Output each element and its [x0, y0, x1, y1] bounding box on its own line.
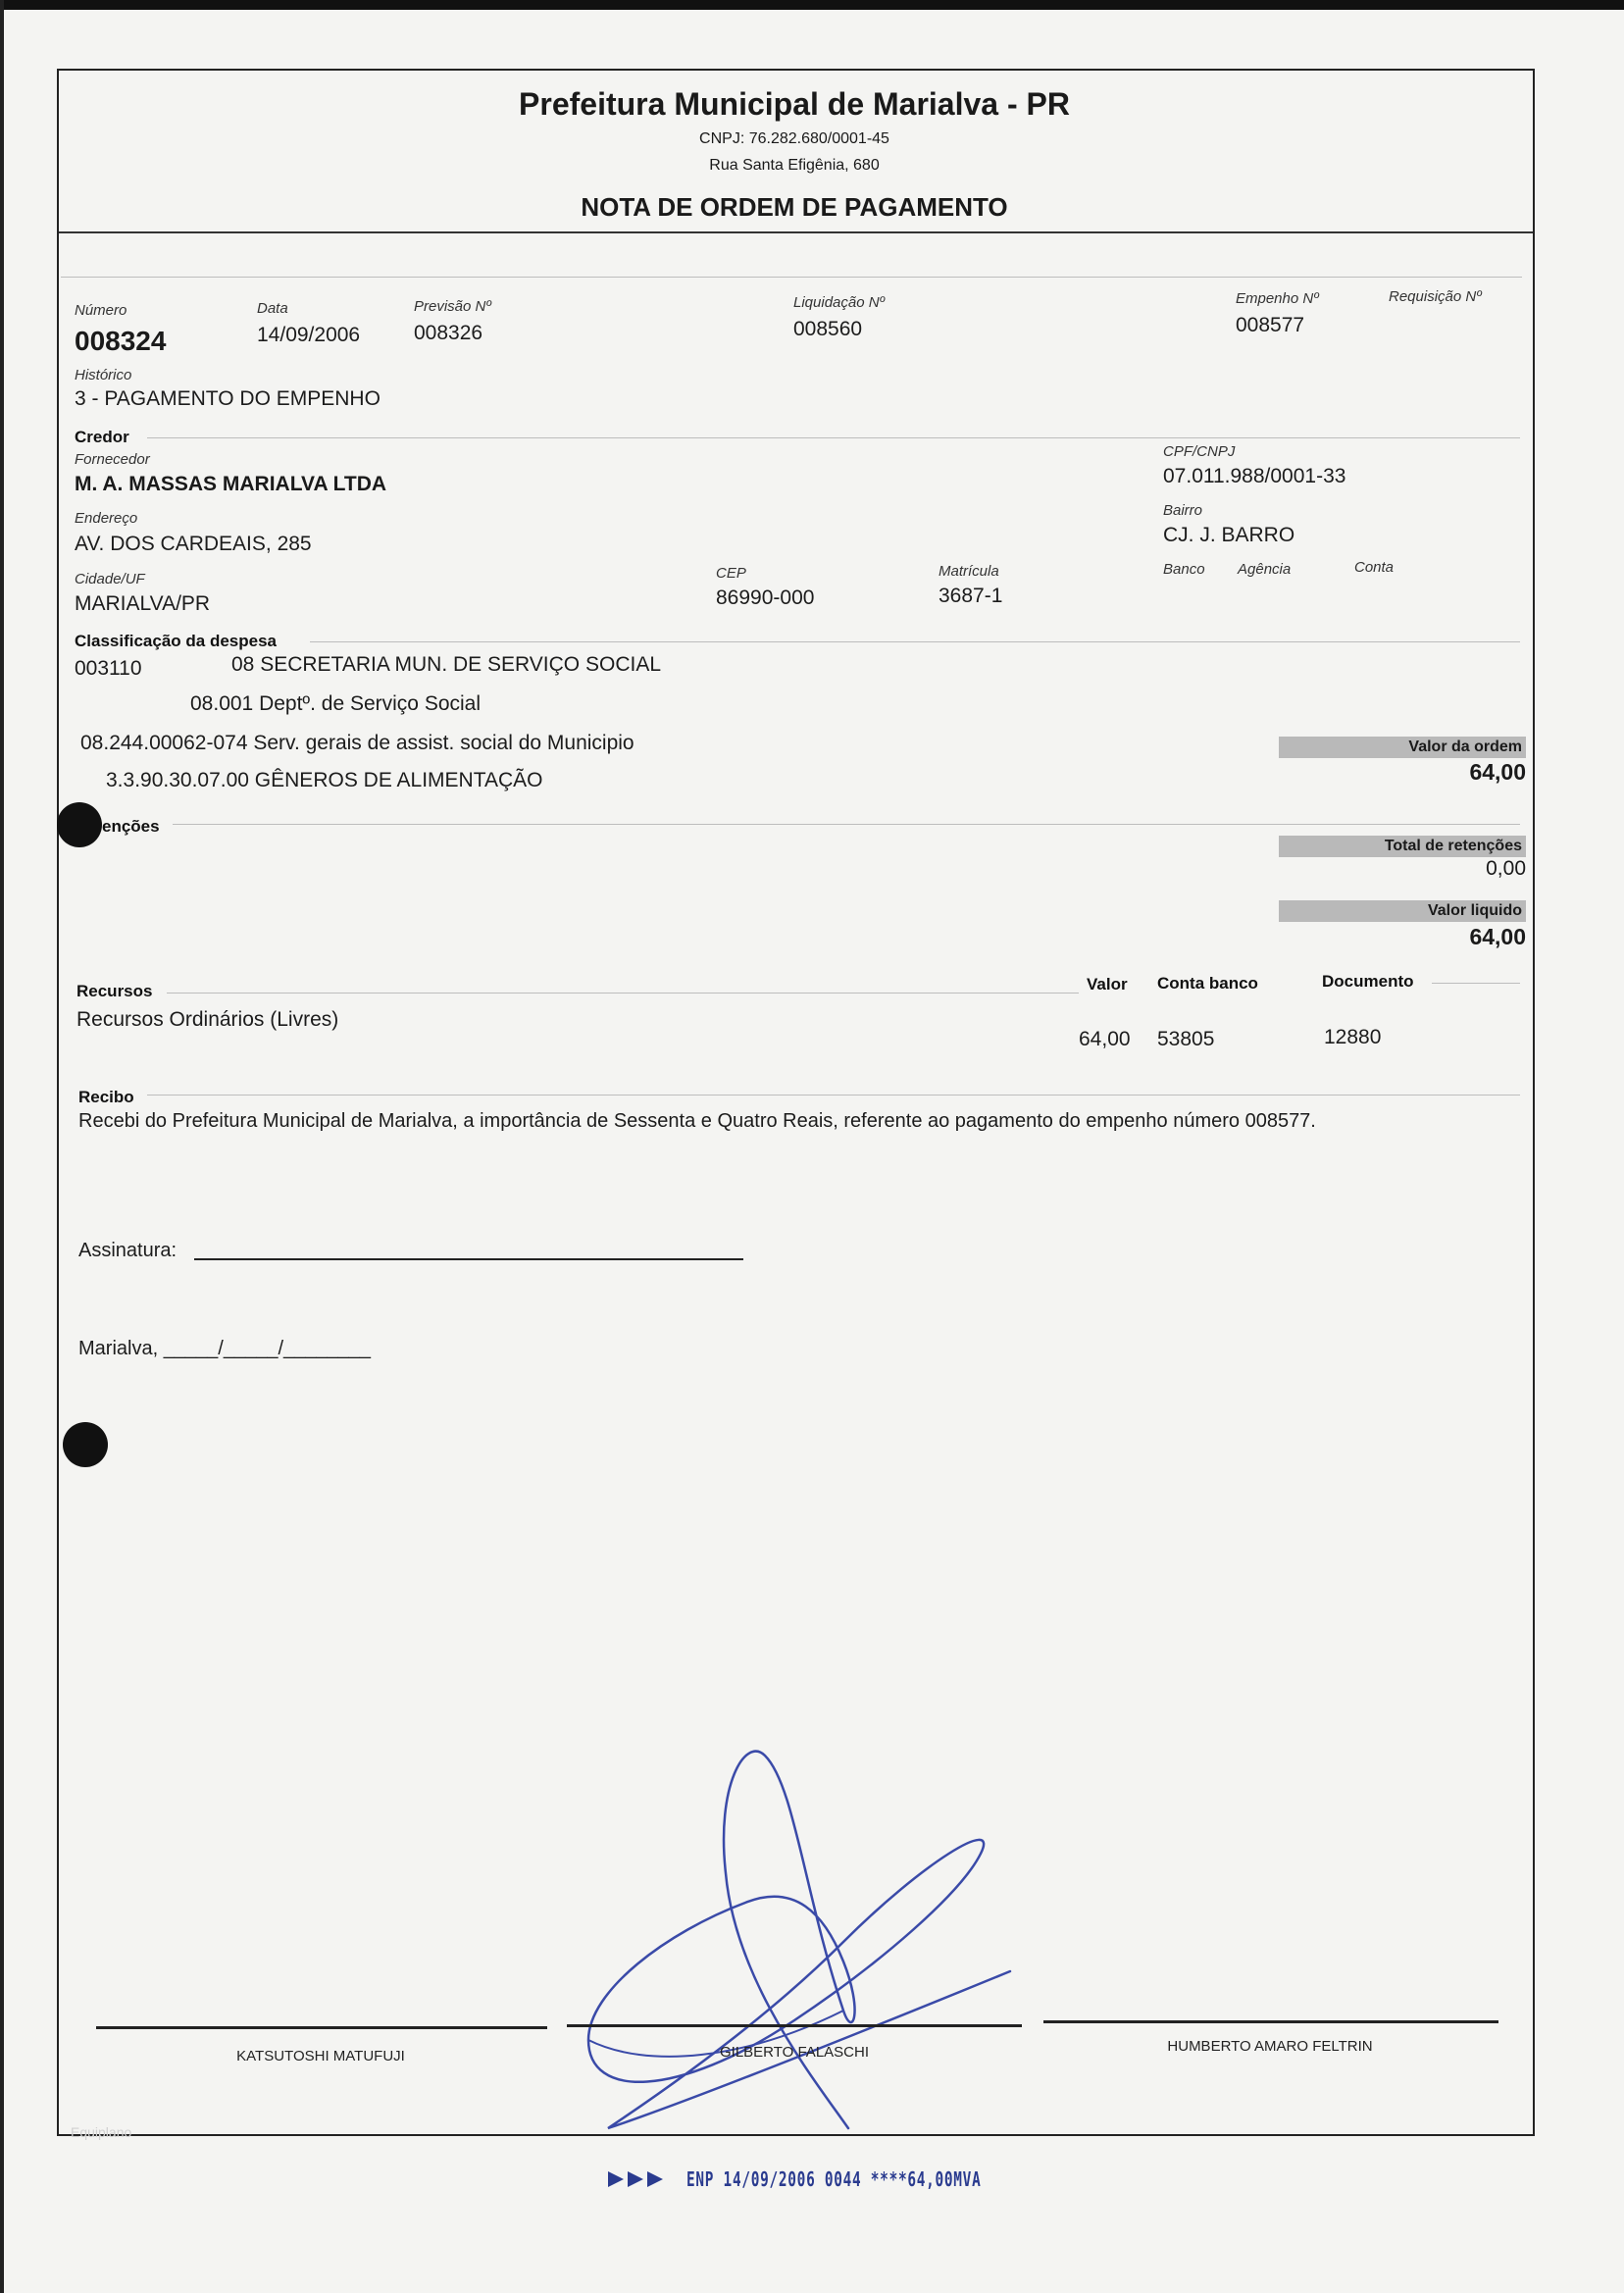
- cpf-label: CPF/CNPJ: [1163, 443, 1236, 460]
- matricula-value: 3687-1: [939, 585, 1003, 607]
- endereco-label: Endereço: [75, 510, 138, 527]
- classificacao-code: 003110: [75, 657, 142, 680]
- bairro-value: CJ. J. BARRO: [1163, 524, 1295, 546]
- stamp-logo: [608, 2167, 663, 2191]
- divider: [310, 641, 1520, 642]
- valor-ordem-label: Valor da ordem: [1279, 737, 1526, 758]
- cep-label: CEP: [716, 565, 746, 582]
- recursos-valor-label: Valor: [1087, 975, 1128, 994]
- signature-line-3: [1043, 2020, 1498, 2023]
- classificacao-line3: 08.244.00062-074 Serv. gerais de assist. social do Municipio: [80, 732, 634, 754]
- divider: [147, 437, 1520, 438]
- divider: [147, 1095, 1520, 1096]
- credor-section: Credor: [75, 428, 129, 446]
- cpf-value: 07.011.988/0001-33: [1163, 465, 1346, 487]
- retencoes-section: enções: [102, 817, 160, 836]
- document-title: NOTA DE ORDEM DE PAGAMENTO: [581, 192, 1008, 222]
- valor-liquido-label: Valor liquido: [1279, 900, 1526, 922]
- divider: [167, 993, 1079, 994]
- watermark: Equiplano: [71, 2124, 132, 2140]
- recursos-documento-label: Documento: [1322, 972, 1414, 991]
- punch-hole: [57, 802, 102, 847]
- signature-line-1: [96, 2026, 547, 2029]
- recursos-section: Recursos: [76, 982, 153, 1000]
- punch-hole: [63, 1422, 108, 1467]
- classificacao-line1: 08 SECRETARIA MUN. DE SERVIÇO SOCIAL: [231, 653, 662, 676]
- liquidacao-value: 008560: [793, 318, 863, 340]
- cidade-value: MARIALVA/PR: [75, 592, 211, 615]
- bairro-label: Bairro: [1163, 502, 1203, 519]
- local-data: Marialva, _____/_____/________: [78, 1338, 372, 1359]
- fornecedor-value: M. A. MASSAS MARIALVA LTDA: [75, 473, 387, 495]
- previsao-value: 008326: [414, 322, 483, 344]
- signature-line-2: [567, 2024, 1022, 2027]
- historico-label: Histórico: [75, 367, 132, 383]
- recursos-descricao: Recursos Ordinários (Livres): [76, 1008, 339, 1031]
- org-cnpj: CNPJ: 76.282.680/0001-45: [699, 130, 889, 147]
- signatory-1: KATSUTOSHI MATUFUJI: [236, 2048, 405, 2064]
- cidade-label: Cidade/UF: [75, 571, 145, 587]
- liquidacao-label: Liquidação Nº: [793, 294, 886, 311]
- cep-value: 86990-000: [716, 586, 815, 609]
- header-divider: [59, 231, 1533, 233]
- handwritten-signature: [549, 1716, 1040, 2138]
- scan-left-edge: [0, 0, 4, 2293]
- agencia-label: Agência: [1238, 561, 1292, 578]
- org-title: Prefeitura Municipal de Marialva - PR: [519, 86, 1070, 122]
- assinatura-line: [194, 1258, 743, 1260]
- data-value: 14/09/2006: [257, 324, 361, 346]
- footer-stamp: ENP 14/09/2006 0044 ****64,00MVA: [686, 2167, 982, 2191]
- conta-label: Conta: [1354, 559, 1395, 576]
- endereco-value: AV. DOS CARDEAIS, 285: [75, 533, 312, 555]
- divider: [1432, 983, 1520, 984]
- valor-liquido-value: 64,00: [1469, 924, 1526, 949]
- divider: [173, 824, 1520, 825]
- historico-value: 3 - PAGAMENTO DO EMPENHO: [75, 387, 381, 410]
- data-label: Data: [257, 300, 288, 317]
- recibo-section: Recibo: [78, 1088, 134, 1106]
- classificacao-line4: 3.3.90.30.07.00 GÊNEROS DE ALIMENTAÇÃO: [106, 769, 543, 791]
- org-address: Rua Santa Efigênia, 680: [709, 157, 880, 174]
- numero-value: 008324: [75, 326, 167, 356]
- recursos-conta-banco: 53805: [1157, 1028, 1215, 1050]
- scan-top-edge: [0, 0, 1624, 10]
- numero-label: Número: [75, 302, 127, 319]
- banco-label: Banco: [1163, 561, 1205, 578]
- classificacao-section: Classificação da despesa: [75, 632, 278, 650]
- classificacao-line2: 08.001 Deptº. de Serviço Social: [190, 692, 482, 715]
- fornecedor-label: Fornecedor: [75, 451, 150, 468]
- total-retencoes-label: Total de retenções: [1279, 836, 1526, 857]
- signatory-3: HUMBERTO AMARO FELTRIN: [1167, 2038, 1373, 2055]
- requisicao-label: Requisição Nº: [1389, 288, 1482, 305]
- assinatura-label: Assinatura:: [78, 1240, 178, 1261]
- recursos-valor: 64,00: [1079, 1028, 1131, 1050]
- recibo-text: Recebi do Prefeitura Municipal de Marialva, a importância de Sessenta e Quatro Reais, referente ao pagamento do empenho número 008577.: [78, 1110, 1316, 1132]
- divider: [61, 277, 1522, 278]
- signatory-2: GILBERTO FALASCHI: [720, 2044, 869, 2061]
- previsao-label: Previsão Nº: [414, 298, 491, 315]
- recursos-documento: 12880: [1324, 1026, 1382, 1048]
- empenho-label: Empenho Nº: [1236, 290, 1319, 307]
- recursos-conta-banco-label: Conta banco: [1157, 974, 1258, 993]
- total-retencoes-value: 0,00: [1486, 857, 1526, 880]
- empenho-value: 008577: [1236, 314, 1305, 336]
- matricula-label: Matrícula: [939, 563, 999, 580]
- valor-ordem-value: 64,00: [1469, 759, 1526, 785]
